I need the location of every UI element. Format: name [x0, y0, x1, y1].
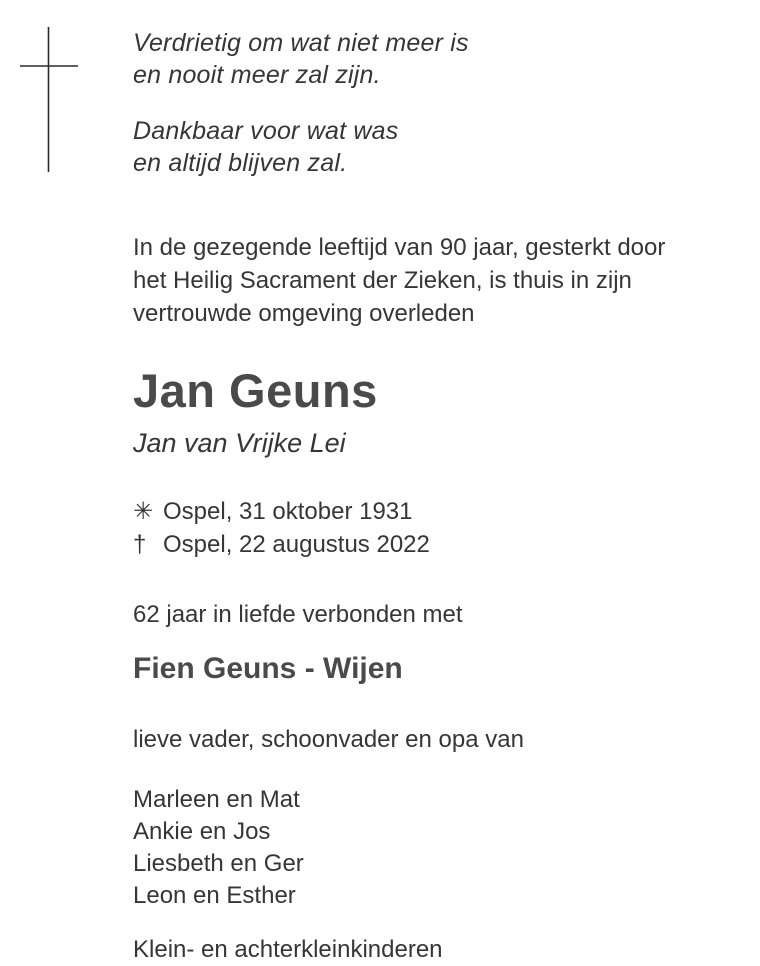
intro-line: het Heilig Sacrament der Zieken, is thuis in zijn	[133, 267, 632, 294]
cross-icon	[20, 27, 78, 172]
life-dates	[133, 495, 713, 561]
quote-line: Verdrietig om wat niet meer is	[133, 29, 469, 57]
birth-date-text: Ospel, 31 oktober 1931	[163, 498, 413, 526]
marriage-text: 62 jaar in liefde verbonden met	[133, 601, 463, 629]
quote-line: Dankbaar voor wat was	[133, 117, 399, 145]
quote-stanza-2	[133, 115, 713, 179]
child-couple: Marleen en Mat	[133, 786, 300, 814]
deceased-nickname: Jan van Vrijke Lei	[133, 427, 346, 458]
quote-line: en altijd blijven zal.	[133, 149, 348, 177]
family-intro: lieve vader, schoonvader en opa van	[133, 726, 524, 754]
birth-date-line	[133, 495, 713, 528]
birth-star-icon: ✳	[133, 498, 154, 526]
children-list	[133, 784, 713, 912]
death-dagger-icon: †	[133, 531, 147, 559]
deceased-name: Jan Geuns	[133, 364, 378, 417]
death-date-line	[133, 528, 713, 561]
child-couple: Leon en Esther	[133, 882, 296, 910]
quote-stanza-1	[133, 27, 713, 91]
death-date-text: Ospel, 22 augustus 2022	[163, 531, 430, 559]
grandchildren-closing: Klein- en achterkleinkinderen	[133, 936, 443, 964]
announcement-body	[133, 0, 713, 966]
intro-line: In de gezegende leeftijd van 90 jaar, gesterkt door	[133, 234, 666, 261]
quote-line: en nooit meer zal zijn.	[133, 61, 381, 89]
intro-paragraph	[133, 231, 713, 330]
intro-line: vertrouwde omgeving overleden	[133, 300, 475, 327]
child-couple: Ankie en Jos	[133, 818, 271, 846]
child-couple: Liesbeth en Ger	[133, 850, 304, 878]
spouse-name: Fien Geuns - Wijen	[133, 652, 403, 686]
